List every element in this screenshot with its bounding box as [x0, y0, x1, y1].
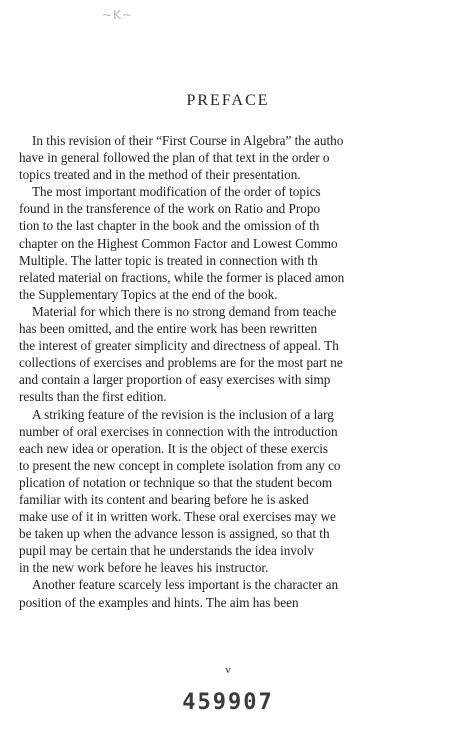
accession-stamp: 459907 — [182, 690, 274, 715]
text-line: each new idea or operation. It is the object of these exercis — [19, 440, 329, 456]
preface-body — [19, 132, 456, 611]
text-line: to present the new concept in complete isolation from any co — [19, 457, 341, 473]
text-line: position of the examples and hints. The aim has been — [19, 594, 299, 610]
text-line: tion to the last chapter in the book and the omission of th — [19, 218, 320, 234]
text-line: chapter on the Highest Common Factor and Lowest Commo — [19, 235, 338, 251]
text-line: make use of it in written work. These oral exercises may we — [19, 509, 336, 525]
text-line: familiar with its content and bearing before he is asked — [19, 491, 309, 507]
text-line: Material for which there is no strong demand from teache — [32, 303, 337, 319]
text-line: found in the transference of the work on Ratio and Propo — [19, 201, 321, 217]
text-line: in the new work before he leaves his instructor. — [19, 560, 269, 576]
text-line: results than the first edition. — [19, 389, 167, 405]
text-line: collections of exercises and problems are for the most part ne — [19, 355, 343, 371]
pencil-mark: ~K~ — [102, 8, 133, 22]
text-line: The most important modification of the order of topics — [32, 184, 321, 200]
text-line: the interest of greater simplicity and directness of appeal. Th — [19, 338, 339, 354]
text-line: number of oral exercises in connection with the introduction — [19, 423, 338, 439]
text-line: Another feature scarcely less important is the character an — [32, 577, 339, 593]
page-number: v — [225, 664, 231, 676]
text-line: and contain a larger proportion of easy exercises with simp — [19, 372, 331, 388]
text-line: related material on fractions, while the former is placed amon — [19, 269, 345, 285]
text-line: be taken up when the advance lesson is assigned, so that th — [19, 526, 330, 542]
text-line: the Supplementary Topics at the end of the book. — [19, 286, 278, 302]
text-line: A striking feature of the revision is the inclusion of a larg — [32, 406, 334, 422]
text-line: In this revision of their “First Course in Algebra” the autho — [32, 133, 344, 148]
text-line: have in general followed the plan of that text in the order o — [19, 150, 330, 166]
page-title: PREFACE — [186, 92, 270, 109]
text-line: topics treated and in the method of their presentation. — [19, 167, 301, 183]
text-line: plication of notation or technique so that the student becom — [19, 474, 333, 490]
text-line: pupil may be certain that he understands the idea involv — [19, 543, 314, 559]
text-line: has been omitted, and the entire work has been rewritten — [19, 321, 318, 337]
text-line: Multiple. The latter topic is treated in connection with th — [19, 252, 318, 268]
